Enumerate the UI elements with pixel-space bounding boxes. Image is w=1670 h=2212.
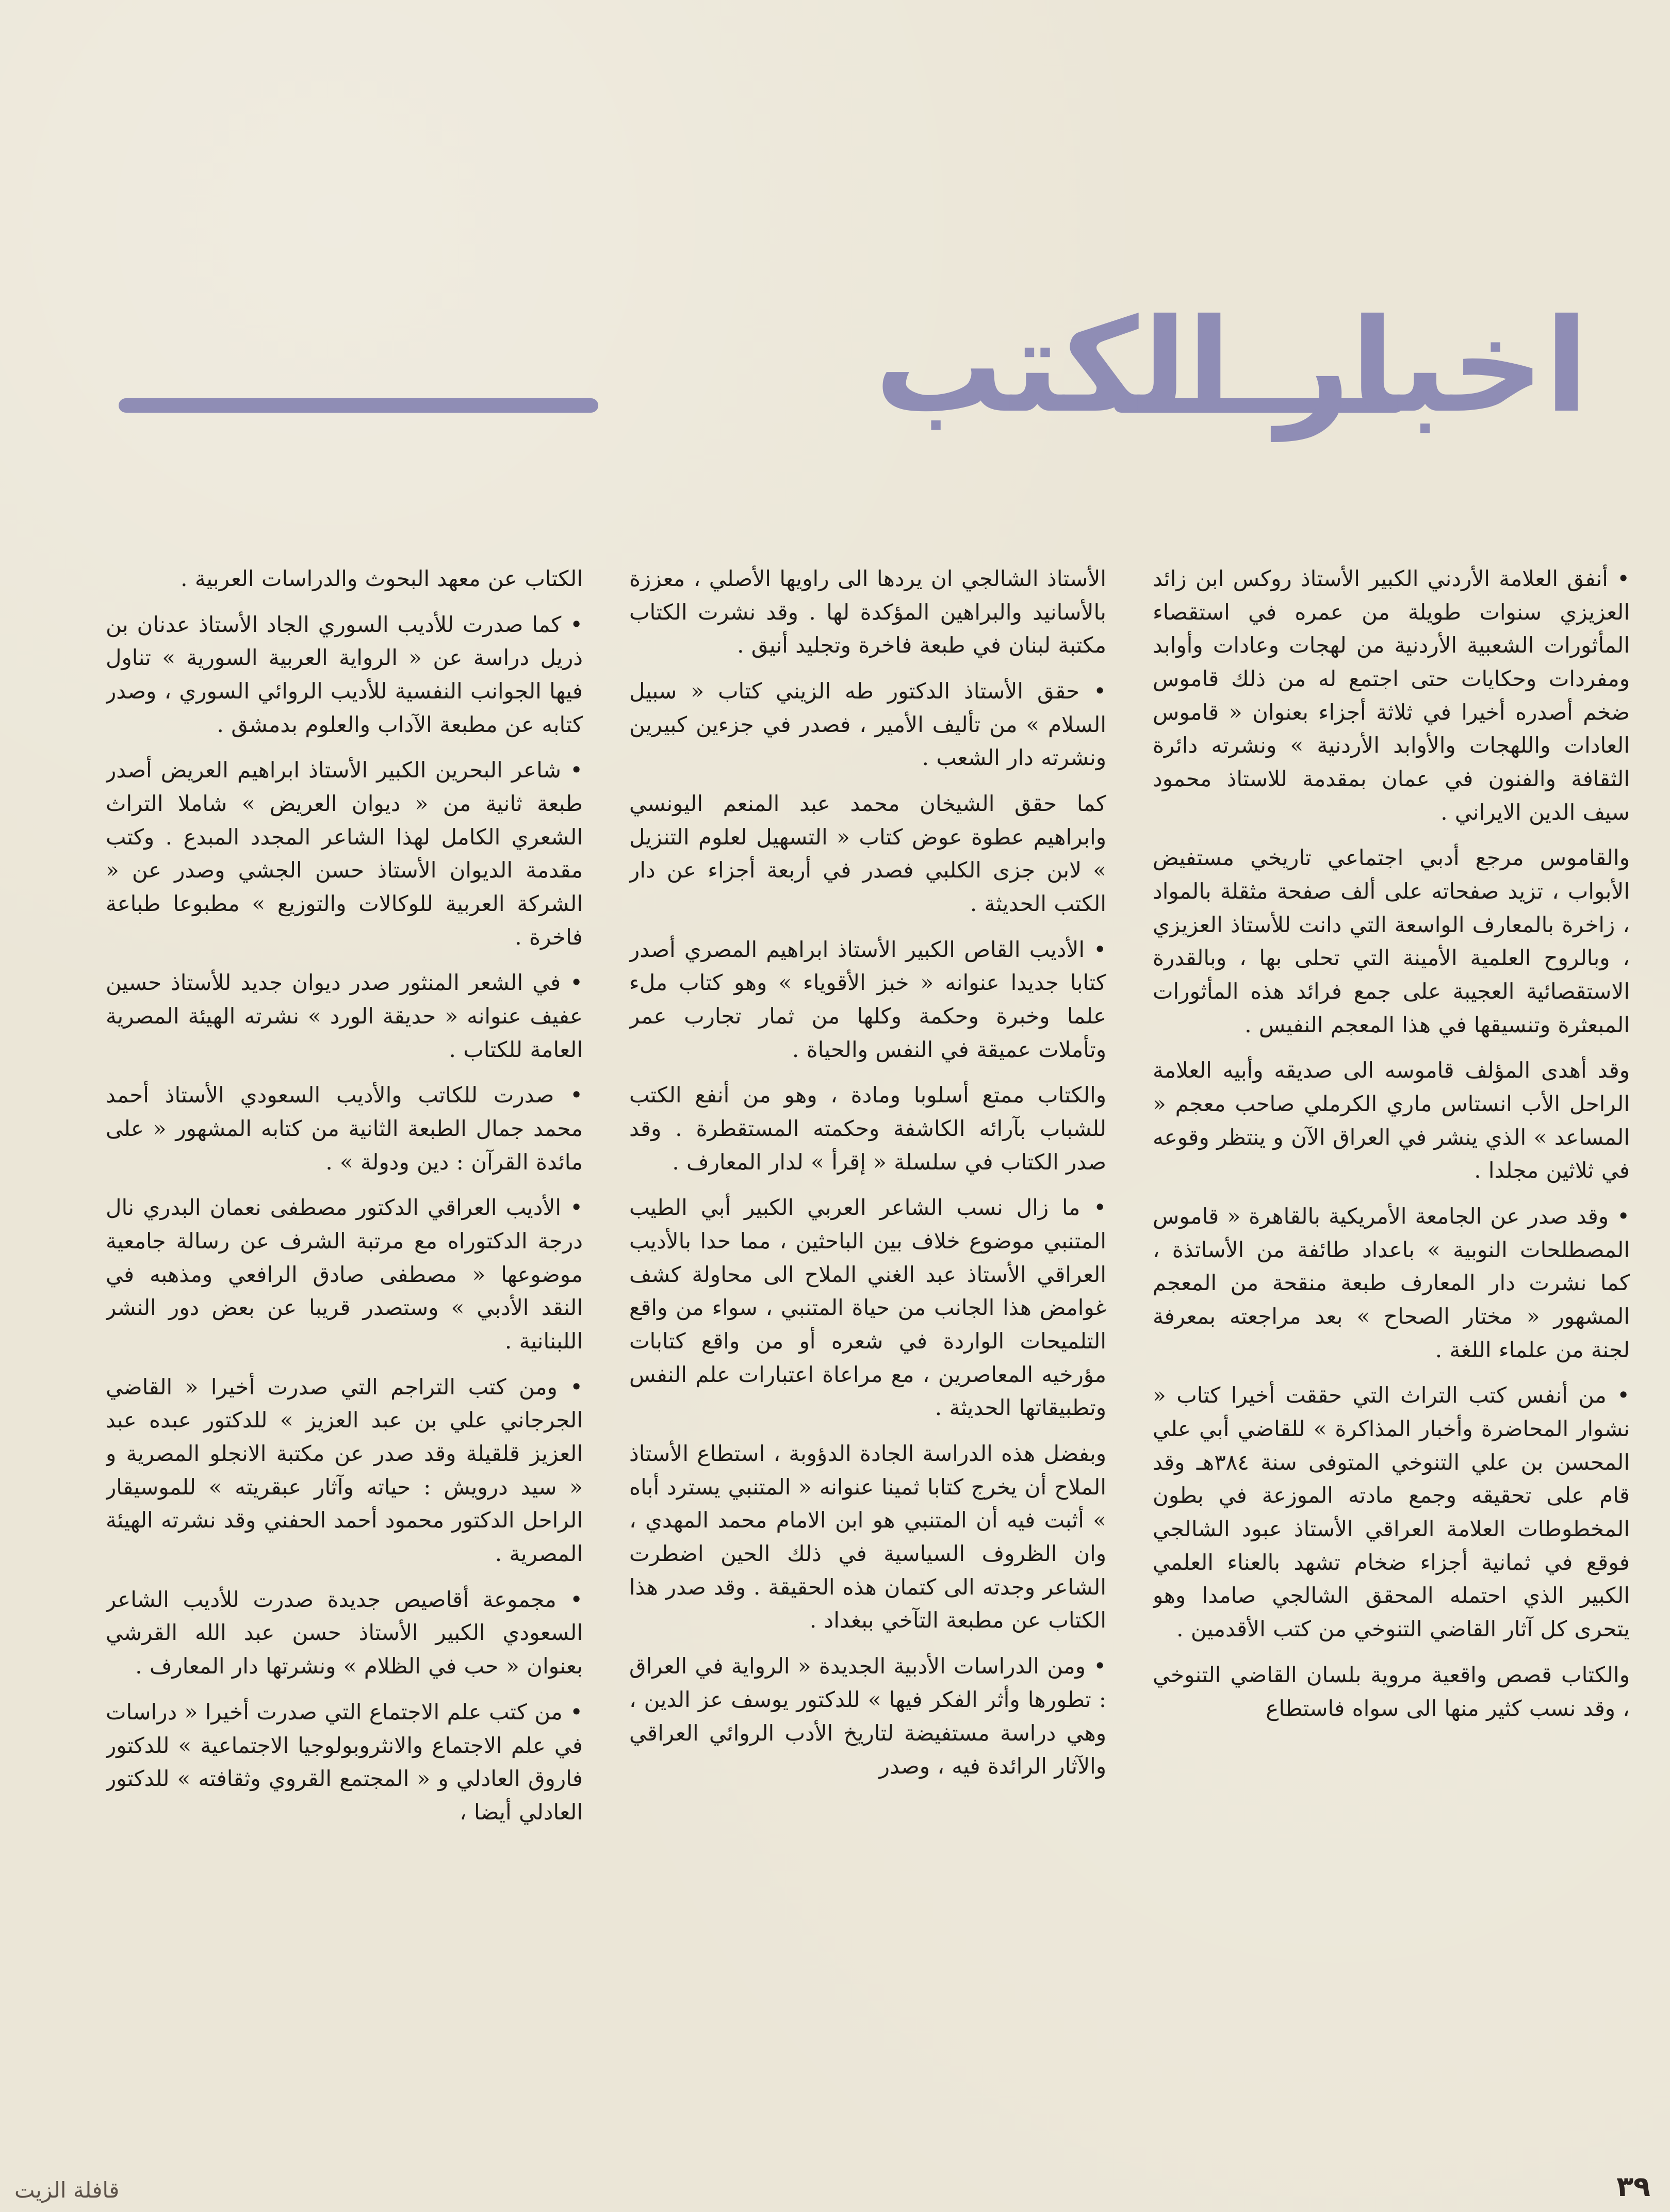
page-title-text: اخبار الكتب	[874, 291, 1589, 441]
paragraph: الأستاذ الشالجي ان يردها الى راويها الأصلي ، معززة بالأسانيد والبراهين المؤكدة لها . وقد نشرت الكتاب مكتبة لبنان في طبعة فاخرة وتجليد أنيق .	[629, 566, 1106, 658]
paragraph: • ما زال نسب الشاعر العربي الكبير أبي الطيب المتنبي موضوع خلاف بين الباحثين ، مما حدا بالأديب العراقي الأستاذ عبد الغني الملاح الى محاولة كشف غوامض هذا الجانب من حياة المتنبي ، سواء من واقع التلميحات الواردة في شعره أو من واقع كتابات مؤرخيه المعاصرين ، مع مراعاة اعتبارات علم النفس وتطبيقاتها الحديثة .	[629, 1195, 1106, 1421]
paragraph: والقاموس مرجع أدبي اجتماعي تاريخي مستفيض الأبواب ، تزيد صفحاته على ألف صفحة مثقلة بالمواد ، زاخرة بالمعارف الواسعة التي دانت للأستاذ العزيزي ، وبالروح العلمية الأمينة التي تحلى بها ، وبالقدرة الاستقصائية العجيبة على جمع فرائد هذه المأثورات المبعثرة وتنسيقها في هذا المعجم النفيس .	[1153, 845, 1630, 1037]
page-title	[119, 289, 1589, 444]
paragraph: والكتاب قصص واقعية مروية بلسان القاضي التنوخي ، وقد نسب كثير منها الى سواه فاستطاع	[1153, 1662, 1630, 1721]
paragraph: والكتاب ممتع أسلوبا ومادة ، وهو من أنفع الكتب للشباب بآرائه الكاشفة وحكمته المستقطرة . وقد صدر الكتاب في سلسلة « إقرأ » لدار المعارف .	[629, 1082, 1106, 1175]
paragraph: • أنفق العلامة الأردني الكبير الأستاذ روكس ابن زائد العزيزي سنوات طويلة من عمره في استقصاء المأثورات الشعبية الأردنية من لهجات وعادات وأوابد ومفردات وحكايات حتى اجتمع له من ذلك قاموس ضخم أصدره أخيرا في ثلاثة أجزاء بعنوان « قاموس العادات واللهجات والأوابد الأردنية » ونشرته دائرة الثقافة والفنون في عمان بمقدمة للاستاذ محمود سيف الدين الايراني .	[1153, 566, 1630, 825]
paragraph: • وقد صدر عن الجامعة الأمريكية بالقاهرة « قاموس المصطلحات النوبية » باعداد طائفة من الأساتذة ، كما نشرت دار المعارف طبعة منقحة من المعجم المشهور « مختار الصحاح » بعد مراجعته بمعرفة لجنة من علماء اللغة .	[1153, 1203, 1630, 1362]
paragraph: • ومن كتب التراجم التي صدرت أخيرا « القاضي الجرجاني علي بن عبد العزيز » للدكتور عبده عبد العزيز قلقيلة وقد صدر عن مكتبة الانجلو المصرية و « سيد درويش : حياته وآثار عبقريته » للموسيقار الراحل الدكتور محمود أحمد الحفني وقد نشرته الهيئة المصرية .	[106, 1374, 583, 1567]
page-footer	[14, 2166, 1650, 2203]
paragraph: • من أنفس كتب التراث التي حققت أخيرا كتاب « نشوار المحاضرة وأخبار المذاكرة » للقاضي أبي علي المحسن بن علي التنوخي المتوفى سنة ٣٨٤هـ وقد قام على تحقيقه وجمع مادته الموزعة في بطون المخطوطات العلامة العراقي الأستاذ عبود الشالجي فوقع في ثمانية أجزاء ضخام تشهد بالعناء العلمي الكبير الذي احتمله المحقق الشالجي صامدا وهو يتحرى كل آثار القاضي التنوخي من كتب الأقدمين .	[1153, 1382, 1630, 1642]
paragraph: الكتاب عن معهد البحوث والدراسات العربية .	[181, 566, 583, 591]
title-decorative-stroke	[119, 398, 598, 413]
paragraph: كما حقق الشيخان محمد عبد المنعم اليونسي وابراهيم عطوة عوض كتاب « التسهيل لعلوم التنزيل » لابن جزى الكلبي فصدر في أربعة أجزاء عن دار الكتب الحديثة .	[629, 791, 1106, 917]
paragraph: • صدرت للكاتب والأديب السعودي الأستاذ أحمد محمد جمال الطبعة الثانية من كتابه المشهور « على مائدة القرآن : دين ودولة » .	[106, 1082, 583, 1175]
magazine-name: قافلة الزيت	[14, 2177, 120, 2203]
section-header	[119, 289, 1589, 444]
paragraph: • الأديب القاص الكبير الأستاذ ابراهيم المصري أصدر كتابا جديدا عنوانه « خبز الأقوياء » وهو كتاب ملء علما وخبرة وحكمة وكلها من ثمار تجارب عمر وتأملات عميقة في النفس والحياة .	[629, 936, 1106, 1062]
paragraph: • مجموعة أقاصيص جديدة صدرت للأديب الشاعر السعودي الكبير الأستاذ حسن عبد الله القرشي بعنوان « حب في الظلام » ونشرتها دار المعارف .	[106, 1586, 583, 1679]
paragraph: • حقق الأستاذ الدكتور طه الزيني كتاب « سبيل السلام » من تأليف الأمير ، فصدر في جزءين كبيرين ونشرته دار الشعب .	[629, 678, 1106, 771]
paragraph: • كما صدرت للأديب السوري الجاد الأستاذ عدنان بن ذريل دراسة عن « الرواية العربية السورية » تناول فيها الجوانب النفسية للأديب الروائي السوري ، وصدر كتابه عن مطبعة الآداب والعلوم بدمشق .	[106, 611, 583, 737]
paragraph: • الأديب العراقي الدكتور مصطفى نعمان البدري نال درجة الدكتوراه مع مرتبة الشرف عن رسالة جامعية موضوعها « مصطفى صادق الرافعي ومذهبه في النقد الأدبي » وستصدر قريبا عن بعض دور النشر اللبنانية .	[106, 1195, 583, 1354]
text-column-right	[1153, 562, 1630, 2043]
article-columns	[106, 562, 1630, 2043]
paragraph: • في الشعر المنثور صدر ديوان جديد للأستاذ حسين عفيف عنوانه « حديقة الورد » نشرته الهيئة المصرية العامة للكتاب .	[106, 970, 583, 1062]
text-column-left	[106, 562, 583, 2043]
paragraph: • شاعر البحرين الكبير الأستاذ ابراهيم العريض أصدر طبعة ثانية من « ديوان العريض » شاملا التراث الشعري الكامل لهذا الشاعر المجدد المبدع . وكتب مقدمة الديوان الأستاذ حسن الجشي وصدر عن « الشركة العربية للوكالات والتوزيع » مطبوعا طباعة فاخرة .	[106, 757, 583, 950]
text-column-middle	[629, 562, 1106, 2043]
paragraph: وبفضل هذه الدراسة الجادة الدؤوبة ، استطاع الأستاذ الملاح أن يخرج كتابا ثمينا عنوانه « المتنبي يسترد أباه » أثبت فيه أن المتنبي هو ابن الامام محمد المهدي ، وان الظروف السياسية في ذلك الحين اضطرت الشاعر وجدته الى كتمان هذه الحقيقة . وقد صدر هذا الكتاب عن مطبعة التآخي ببغداد .	[629, 1441, 1106, 1633]
page-number: ٣٩	[1616, 2170, 1650, 2203]
paragraph: • ومن الدراسات الأدبية الجديدة « الرواية في العراق : تطورها وأثر الفكر فيها » للدكتور يوسف عز الدين ، وهي دراسة مستفيضة لتاريخ الأدب الروائي العراقي والآثار الرائدة فيه ، وصدر	[629, 1653, 1106, 1779]
paragraph: وقد أهدى المؤلف قاموسه الى صديقه وأبيه العلامة الراحل الأب انستاس ماري الكرملي صاحب معجم « المساعد » الذي ينشر في العراق الآن و ينتظر وقوعه في ثلاثين مجلدا .	[1153, 1058, 1630, 1183]
paragraph: • من كتب علم الاجتماع التي صدرت أخيرا « دراسات في علم الاجتماع والانثروبولوجيا الاجتماعية » للدكتور فاروق العادلي و « المجتمع القروي وثقافته » للدكتور العادلي أيضا ،	[106, 1699, 583, 1825]
